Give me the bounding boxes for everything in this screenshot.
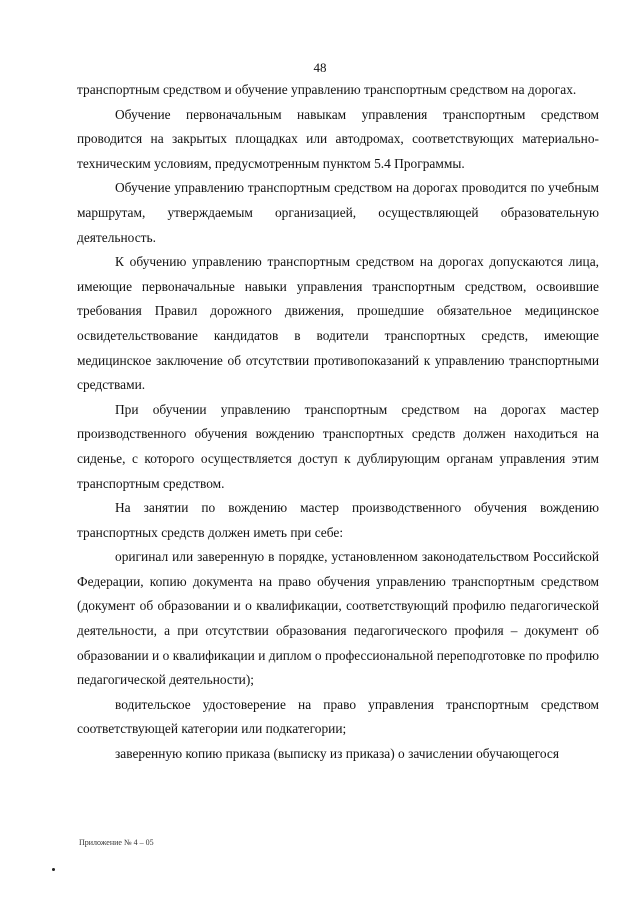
paragraph-continuation: транспортным средством и обучение управлению транспортным средством на дорогах. [77,82,577,97]
scan-artifact-dot [52,868,55,871]
paragraph: К обучению управлению транспортным средством на дорогах допускаются лица, имеющие первоначальные навыки управления транспортным средством, освоившие требования Правил дорожного движения, прошедшие обязательное медицинское освидетельствование кандидатов в водители транспортных средств, имеющие медицинское заключение об отсутствии противопоказаний к управлению транспортными средствами. [77,254,599,393]
list-paragraph: водительское удостоверение на право управления транспортным средством соответствующей категории или подкатегории; [77,696,599,737]
document-body [77,78,599,767]
paragraph: Обучение первоначальным навыкам управления транспортным средством проводится на закрытых площадках или автодромах, соответствующих материально-техническим условиям, предусмотренным пунктом 5.4 Программы. [77,106,599,171]
page-number: 48 [313,60,327,75]
paragraph: На занятии по вождению мастер производственного обучения вождению транспортных средств должен иметь при себе: [77,500,599,540]
page-footer: Приложение № 4 – 05 [79,838,154,847]
paragraph: Обучение управлению транспортным средством на дорогах проводится по учебным маршрутам, утверждаемым организацией, осуществляющей образовательную деятельность. [77,180,599,245]
paragraph: При обучении управлению транспортным средством на дорогах мастер производственного обучения вождению транспортных средств должен находиться на сиденье, с которого осуществляется доступ к дублирующим органам управления этим транспортным средством. [77,401,599,491]
list-paragraph: заверенную копию приказа (выписку из приказа) о зачислении обучающегося [115,746,560,762]
list-paragraph: оригинал или заверенную в порядке, установленном законодательством Российской Федерации, копию документа на право обучения управлению транспортным средством (документ об образовании и о квалификации, соответствующий профилю педагогической деятельности, а при отсутствии образования педагогического профиля – документ об образовании и о квалификации и диплом о профессиональной переподготовке по профилю педагогической деятельности); [77,549,599,688]
